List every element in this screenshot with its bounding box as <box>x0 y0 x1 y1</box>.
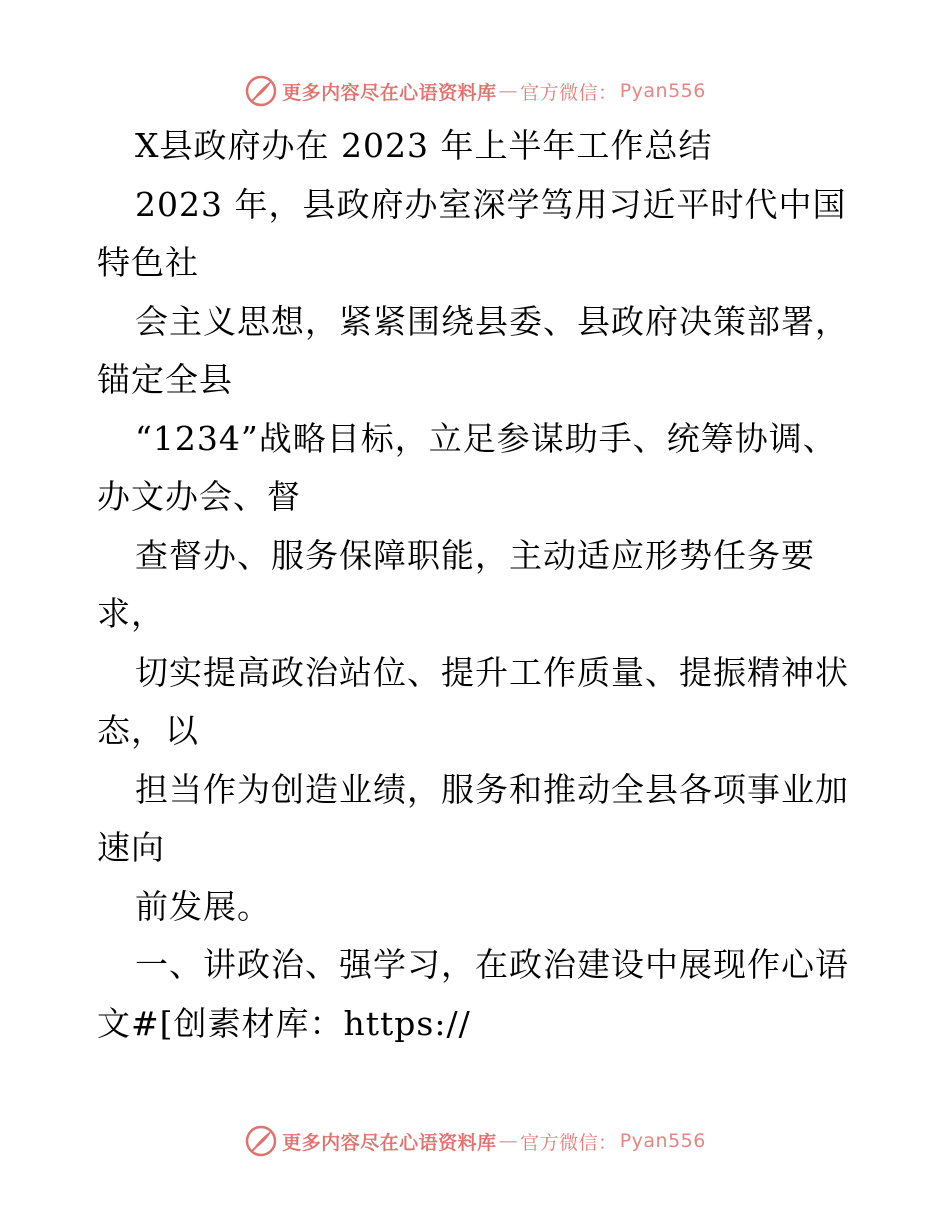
quill-logo-icon <box>244 74 278 108</box>
watermark-wechat-label: 官方微信： <box>520 81 618 104</box>
watermark-wechat-label: 官方微信： <box>520 1131 618 1154</box>
document-heading: 一、讲政治、强学习，在政治建设中展现作心语 <box>135 945 849 984</box>
watermark-brand: 更多内容尽在心语资料库 <box>282 1131 497 1154</box>
document-line: 锚定全县 <box>97 360 233 399</box>
watermark-wechat-id: Pyan556 <box>619 80 706 102</box>
watermark-separator: — <box>498 1130 519 1152</box>
document-line: 会主义思想，紧紧围绕县委、县政府决策部署， <box>135 301 849 341</box>
document-line: 态，以 <box>97 711 199 750</box>
watermark-footer <box>0 1124 950 1158</box>
document-title: X县政府办在 2023 年上半年工作总结 <box>135 126 713 165</box>
document-line: 前发展。 <box>135 886 271 926</box>
document-line: 速向 <box>97 828 165 867</box>
document-line: 担当作为创造业绩，服务和推动全县各项事业加 <box>135 769 849 809</box>
watermark-separator: — <box>498 80 519 102</box>
watermark-header <box>0 74 950 108</box>
watermark-brand: 更多内容尽在心语资料库 <box>282 81 497 104</box>
watermark-wechat-id: Pyan556 <box>619 1130 706 1152</box>
document-line: 2023 年，县政府办室深学笃用习近平时代中国 <box>135 184 847 224</box>
document-line: 查督办、服务保障职能，主动适应形势任务要 <box>135 535 815 575</box>
document-body <box>97 117 867 1053</box>
document-line: 文#[创素材库：https:// <box>97 1003 471 1043</box>
document-line: 求， <box>97 594 165 633</box>
quill-logo-icon <box>244 1124 278 1158</box>
document-line: 特色社 <box>97 243 199 282</box>
document-line: “1234”战略目标，立足参谋助手、统筹协调、 <box>135 418 837 458</box>
document-line: 办文办会、督 <box>97 477 301 516</box>
document-line: 切实提高政治站位、提升工作质量、提振精神状 <box>135 652 849 692</box>
